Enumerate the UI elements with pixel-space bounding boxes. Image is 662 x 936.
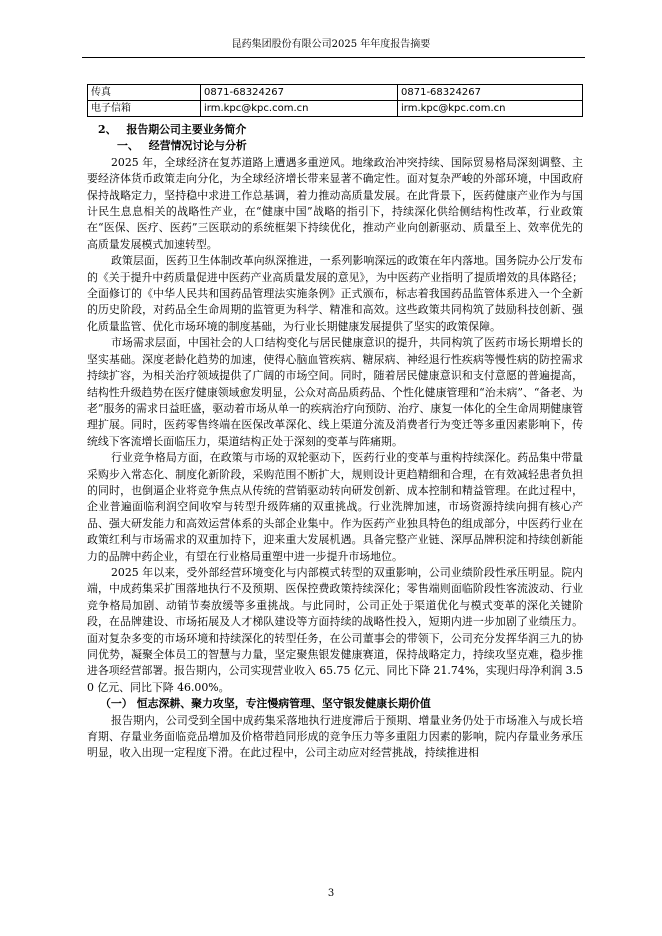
paragraph: 政策层面，医药卫生体制改革向纵深推进，一系列影响深远的政策在年内落地。国务院办公厅发布的《关于提升中药质量促进中医药产业高质量发展的意见》，为中医药产业指明了提质增效的具体路径；全面修订的《中华人民共和国药品管理法实施条例》正式颁布，标志着我国药品监管体系进入一个全新的历史阶段，对药品全生命周期的监管更为科学、精准和高效。这些政策共同构筑了鼓励科技创新、强化质量监管、优化市场环境的制度基础，为行业长期健康发展提供了坚实的政策保障。 [87, 254, 583, 333]
table-cell-label: 传真 [88, 85, 201, 101]
section-number: 2、 [98, 123, 117, 136]
main-content [87, 122, 583, 762]
table-row [88, 85, 583, 101]
table-cell-value: irm.kpc@kpc.com.cn [398, 101, 583, 117]
table-cell-label: 电子信箱 [88, 101, 201, 117]
table-row [88, 101, 583, 117]
table-cell-value: 0871-68324267 [201, 85, 398, 101]
subsection-title: 经营情况讨论与分析 [148, 139, 247, 153]
header-divider [82, 57, 585, 58]
paragraph: 2025 年以来，受外部经营环境变化与内部模式转型的双重影响，公司业绩阶段性承压明显。院内端，中成药集采扩围落地执行不及预期、医保控费政策持续深化；零售端则面临阶段性客流波动、行业竞争格局加剧、动销节奏放缓等多重挑战。与此同时，公司正处于渠道优化与模式变革的深化关键阶段，在品牌建设、市场拓展及人才梯队建设等方面持续的战略性投入，短期内进一步加剧了业绩压力。面对复杂多变的市场环境和持续深化的转型任务，在公司董事会的带领下，公司充分发挥华润三九的协同优势，凝聚全体员工的智慧与力量，坚定聚焦银发健康赛道，保持战略定力，持续攻坚克难，稳步推进各项经营部署。报告期内，公司实现营业收入 65.75 亿元、同比下降 21.74%，实现归母净利润 3.50 亿元、同比下降 46.00%。 [87, 565, 583, 694]
paragraph: 行业竞争格局方面，在政策与市场的双轮驱动下，医药行业的变革与重构持续深化。药品集中带量采购步入常态化、制度化新阶段，采购范围不断扩大，规则设计更趋精细和合理，在有效减轻患者负担的同时，也倒逼企业将竞争焦点从传统的营销驱动转向研发创新、成本控制和精益管理。在此过程中，企业普遍面临利润空间收窄与转型升级阵痛的双重挑战。行业洗牌加速，市场资源持续向拥有核心产品、强大研发能力和高效运营体系的头部企业集中。作为医药产业独具特色的组成部分，中医药行业在政策红利与市场需求的双重加持下，迎来重大发展机遇。具备完整产业链、深厚品牌积淀和持续创新能力的品牌中药企业，有望在行业格局重塑中进一步提升市场地位。 [87, 451, 583, 563]
page-number: 3 [327, 888, 335, 899]
section-title: 报告期公司主要业务简介 [126, 123, 247, 136]
subsection-number: 一、 [117, 139, 139, 153]
paragraph: 2025 年，全球经济在复苏道路上遭遇多重逆风。地缘政治冲突持续、国际贸易格局深刻调整、主要经济体货币政策走向分化，为全球经济增长带来显著不确定性。面对复杂严峻的外部环境，中国政府保持战略定力，坚持稳中求进工作总基调，着力推动高质量发展。在此背景下，医药健康产业作为与国计民生息息相关的战略性产业，在“健康中国”战略的指引下，持续深化供给侧结构性改革，行业政策在“医保、医疗、医药”三医联动的系统框架下持续优化，推动产业向创新驱动、质量至上、效率优先的高质量发展模式加速转型。 [87, 155, 583, 251]
section-heading [87, 122, 583, 138]
subsection-heading [87, 138, 583, 154]
table-cell-value: irm.kpc@kpc.com.cn [201, 101, 398, 117]
table-cell-value: 0871-68324267 [398, 85, 583, 101]
paragraph: 报告期内，公司受到全国中成药集采落地执行进度滞后于预期、增量业务仍处于市场准入与成长培育期、存量业务面临竞品增加及价格带趋同形成的竞争压力等多重阻力因素的影响，院内存量业务承压明显，收入出现一定程度下滑。在此过程中，公司主动应对经营挑战，持续推进相 [87, 713, 583, 760]
page-header: 昆药集团股份有限公司2025 年年度报告摘要 [231, 39, 431, 50]
contact-table [87, 84, 583, 117]
subheading [87, 696, 583, 712]
subheading-title: 恒志深耕、聚力攻坚，专注慢病管理、坚守银发健康长期价值 [136, 697, 431, 711]
subheading-number: （一） [100, 697, 133, 711]
paragraph: 市场需求层面，中国社会的人口结构变化与居民健康意识的提升，共同构筑了医药市场长期增长的坚实基础。深度老龄化趋势的加速，使得心脑血管疾病、糖尿病、神经退行性疾病等慢性病的防控需求持续扩容，为相关治疗领域提供了广阔的市场空间。同时，随着居民健康意识和支付意愿的普遍提高，结构性升级趋势在医疗健康领域愈发明显，公众对高品质药品、个性化健康管理和“治未病”、“备老、为老”服务的需求日益旺盛，驱动着市场从单一的疾病治疗向预防、治疗、康复一体化的全生命周期健康管理扩展。同时，医药零售终端在医保改革深化、线上渠道分流及消费者行为变迁等多重因素影响下，传统线下客流增长面临压力，渠道结构正处于深刻的变革与阵痛期。 [87, 336, 583, 448]
